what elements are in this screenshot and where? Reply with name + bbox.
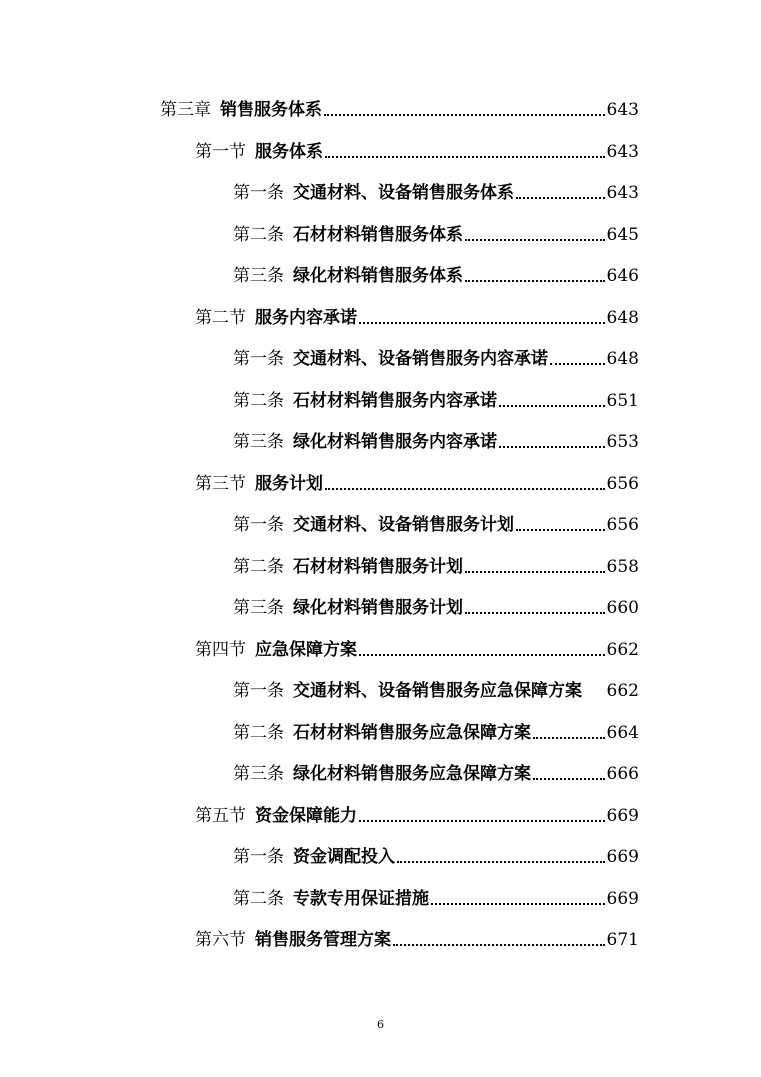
toc-title: 石材材料销售服务计划 [293, 557, 463, 577]
toc-entry[interactable] [233, 510, 639, 536]
toc-page: 669 [606, 889, 639, 909]
toc-title: 资金保障能力 [255, 806, 357, 826]
toc-number: 第一条 [233, 515, 284, 535]
toc-number: 第一条 [233, 349, 284, 369]
toc-page: 669 [606, 847, 639, 867]
dot-leader [465, 280, 605, 282]
toc-number: 第二条 [233, 391, 284, 411]
toc-entry[interactable] [233, 552, 639, 578]
toc-page: 656 [606, 474, 639, 494]
toc-title: 石材材料销售服务内容承诺 [293, 391, 497, 411]
toc-title: 服务内容承诺 [255, 308, 357, 328]
dot-leader [359, 820, 605, 822]
dot-leader [550, 363, 605, 365]
dot-leader [359, 322, 605, 324]
toc-page: 648 [606, 308, 639, 328]
toc-page: 658 [606, 557, 639, 577]
dot-leader [499, 405, 605, 407]
toc-title: 绿化材料销售服务应急保障方案 [293, 764, 531, 784]
toc-number: 第二条 [233, 889, 284, 909]
toc-entry[interactable] [233, 676, 639, 702]
toc-entry[interactable] [233, 593, 639, 619]
toc-page: 671 [606, 930, 639, 950]
toc-entry[interactable] [233, 261, 639, 287]
toc-page: 662 [606, 640, 639, 660]
toc-number: 第一条 [233, 847, 284, 867]
toc-page: 664 [606, 723, 639, 743]
toc-title: 绿化材料销售服务内容承诺 [293, 432, 497, 452]
dot-leader [325, 156, 605, 158]
toc-page: 648 [606, 349, 639, 369]
dot-leader [324, 114, 605, 116]
toc-page: 666 [606, 764, 639, 784]
toc-title: 应急保障方案 [255, 640, 357, 660]
toc-page: 646 [606, 266, 639, 286]
toc-number: 第四节 [195, 640, 246, 660]
toc-number: 第三章 [160, 100, 211, 120]
dot-leader [533, 778, 605, 780]
dot-leader [516, 197, 605, 199]
toc-page: 662 [606, 681, 639, 701]
page-number: 6 [377, 1018, 384, 1031]
toc-entry[interactable] [233, 842, 639, 868]
toc-page: 669 [606, 806, 639, 826]
toc-title: 绿化材料销售服务体系 [293, 266, 463, 286]
dot-leader [516, 529, 605, 531]
toc-title: 服务计划 [255, 474, 323, 494]
dot-leader [499, 446, 605, 448]
toc-number: 第二条 [233, 225, 284, 245]
toc-number: 第二条 [233, 557, 284, 577]
toc-title: 专款专用保证措施 [293, 889, 429, 909]
toc-entry[interactable] [233, 178, 639, 204]
dot-leader [393, 944, 605, 946]
toc-number: 第三条 [233, 598, 284, 618]
toc-number: 第五节 [195, 806, 246, 826]
toc-page: 660 [606, 598, 639, 618]
dot-leader [533, 737, 605, 739]
toc-title: 绿化材料销售服务计划 [293, 598, 463, 618]
toc-number: 第一节 [195, 142, 246, 162]
dot-leader [465, 571, 605, 573]
toc-title: 石材材料销售服务体系 [293, 225, 463, 245]
toc-entry[interactable] [233, 344, 639, 370]
toc-number: 第六节 [195, 930, 246, 950]
toc-number: 第三节 [195, 474, 246, 494]
toc-entry[interactable] [195, 925, 639, 951]
toc-number: 第三条 [233, 764, 284, 784]
toc-title: 销售服务管理方案 [255, 930, 391, 950]
dot-leader [325, 488, 605, 490]
toc-entry[interactable] [195, 801, 639, 827]
toc-entry[interactable] [233, 759, 639, 785]
toc-number: 第三条 [233, 266, 284, 286]
toc-title: 服务体系 [255, 142, 323, 162]
toc-number: 第三条 [233, 432, 284, 452]
toc-entry[interactable] [195, 303, 639, 329]
dot-leader [397, 861, 605, 863]
toc-entry[interactable] [233, 884, 639, 910]
toc-number: 第一条 [233, 183, 284, 203]
toc-number: 第一条 [233, 681, 284, 701]
toc-entry[interactable] [195, 469, 639, 495]
toc-number: 第二节 [195, 308, 246, 328]
toc-title: 交通材料、设备销售服务计划 [293, 515, 514, 535]
toc-entry[interactable] [233, 427, 639, 453]
toc-entry[interactable] [233, 220, 639, 246]
toc-entry[interactable] [160, 95, 639, 121]
dot-leader [465, 612, 605, 614]
toc-page: 645 [606, 225, 639, 245]
dot-leader [465, 239, 605, 241]
toc-title: 交通材料、设备销售服务内容承诺 [293, 349, 548, 369]
toc-entry[interactable] [233, 386, 639, 412]
toc-entry[interactable] [233, 718, 639, 744]
toc-page: 643 [606, 183, 639, 203]
toc-page: 643 [606, 100, 639, 120]
toc-number: 第二条 [233, 723, 284, 743]
toc-title: 销售服务体系 [220, 100, 322, 120]
dot-leader [359, 654, 605, 656]
toc-entry[interactable] [195, 137, 639, 163]
toc-entry[interactable] [195, 635, 639, 661]
toc-page: 643 [606, 142, 639, 162]
toc-title: 交通材料、设备销售服务体系 [293, 183, 514, 203]
toc-page: 651 [606, 391, 639, 411]
toc-page: 653 [606, 432, 639, 452]
toc-title: 资金调配投入 [293, 847, 395, 867]
toc-title: 交通材料、设备销售服务应急保障方案 [293, 681, 582, 701]
toc-title: 石材材料销售服务应急保障方案 [293, 723, 531, 743]
dot-leader [431, 903, 605, 905]
toc-page: 656 [606, 515, 639, 535]
